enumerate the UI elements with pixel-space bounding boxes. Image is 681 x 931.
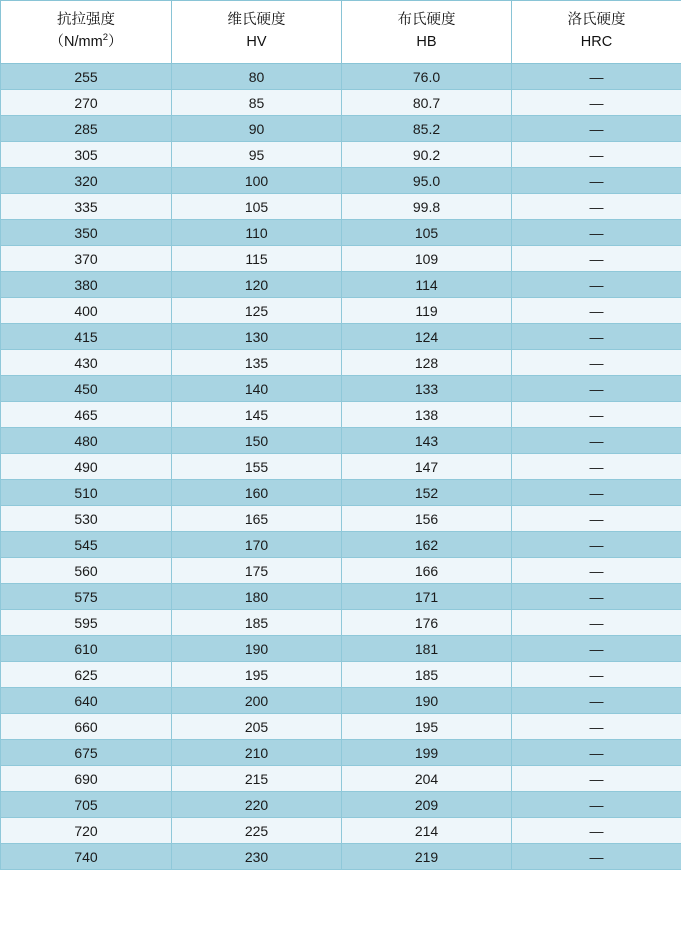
table-cell: — — [512, 532, 681, 558]
table-cell: 181 — [342, 636, 512, 662]
table-cell: 209 — [342, 792, 512, 818]
table-cell: 190 — [342, 688, 512, 714]
table-cell: 415 — [1, 324, 172, 350]
table-row — [1, 90, 681, 116]
table-row — [1, 636, 681, 662]
table-header — [1, 1, 681, 64]
table-cell: 370 — [1, 246, 172, 272]
column-header-line2: HRC — [580, 34, 613, 50]
table-cell: — — [512, 558, 681, 584]
table-row — [1, 220, 681, 246]
table-row — [1, 818, 681, 844]
table-row — [1, 376, 681, 402]
table-cell: 705 — [1, 792, 172, 818]
column-header-line1: 洛氏硬度 — [567, 11, 626, 28]
table-cell: 162 — [342, 532, 512, 558]
column-header-brinell — [342, 1, 512, 64]
table-cell: — — [512, 454, 681, 480]
column-header-tensile-strength — [1, 1, 172, 64]
table-row — [1, 324, 681, 350]
table-row — [1, 194, 681, 220]
table-row — [1, 844, 681, 870]
table-cell: 465 — [1, 402, 172, 428]
table-cell: 625 — [1, 662, 172, 688]
table-cell: 152 — [342, 480, 512, 506]
table-cell: 143 — [342, 428, 512, 454]
table-cell: 350 — [1, 220, 172, 246]
table-row — [1, 428, 681, 454]
table-row — [1, 480, 681, 506]
table-cell: 166 — [342, 558, 512, 584]
table-cell: 195 — [342, 714, 512, 740]
table-cell: 230 — [172, 844, 342, 870]
table-row — [1, 766, 681, 792]
table-cell: — — [512, 766, 681, 792]
table-cell: 205 — [172, 714, 342, 740]
table-cell: 76.0 — [342, 64, 512, 90]
table-row — [1, 506, 681, 532]
table-cell: 490 — [1, 454, 172, 480]
table-cell: 85 — [172, 90, 342, 116]
table-row — [1, 584, 681, 610]
table-cell: 305 — [1, 142, 172, 168]
table-cell: — — [512, 636, 681, 662]
table-cell: 170 — [172, 532, 342, 558]
table-cell: — — [512, 116, 681, 142]
table-cell: — — [512, 194, 681, 220]
table-row — [1, 116, 681, 142]
table-cell: 180 — [172, 584, 342, 610]
table-cell: 214 — [342, 818, 512, 844]
column-header-line1: 维氏硬度 — [227, 11, 286, 28]
table-cell: — — [512, 376, 681, 402]
table-cell: 114 — [342, 272, 512, 298]
table-row — [1, 350, 681, 376]
table-cell: — — [512, 350, 681, 376]
table-cell: 80.7 — [342, 90, 512, 116]
column-header-rockwell — [512, 1, 681, 64]
table-cell: 124 — [342, 324, 512, 350]
column-header-line2: HB — [416, 34, 437, 50]
table-cell: 109 — [342, 246, 512, 272]
table-cell: — — [512, 818, 681, 844]
table-row — [1, 298, 681, 324]
table-cell: 220 — [172, 792, 342, 818]
table-row — [1, 454, 681, 480]
table-cell: — — [512, 64, 681, 90]
table-cell: — — [512, 584, 681, 610]
column-header-vickers — [172, 1, 342, 64]
table-cell: 320 — [1, 168, 172, 194]
table-cell: — — [512, 792, 681, 818]
table-cell: 100 — [172, 168, 342, 194]
table-row — [1, 272, 681, 298]
table-row — [1, 740, 681, 766]
table-cell: 140 — [172, 376, 342, 402]
table-cell: — — [512, 506, 681, 532]
table-cell: — — [512, 168, 681, 194]
table-cell: 176 — [342, 610, 512, 636]
table-cell: 660 — [1, 714, 172, 740]
table-row — [1, 142, 681, 168]
table-cell: 255 — [1, 64, 172, 90]
table-row — [1, 792, 681, 818]
table-cell: — — [512, 480, 681, 506]
table-body — [1, 64, 681, 870]
table-row — [1, 532, 681, 558]
table-cell: 185 — [172, 610, 342, 636]
table-cell: 720 — [1, 818, 172, 844]
table-cell: — — [512, 844, 681, 870]
table-cell: 740 — [1, 844, 172, 870]
table-cell: 85.2 — [342, 116, 512, 142]
table-cell: 171 — [342, 584, 512, 610]
table-cell: 150 — [172, 428, 342, 454]
table-cell: 90.2 — [342, 142, 512, 168]
table-cell: 128 — [342, 350, 512, 376]
table-cell: 130 — [172, 324, 342, 350]
table-cell: 120 — [172, 272, 342, 298]
table-cell: 190 — [172, 636, 342, 662]
table-cell: 210 — [172, 740, 342, 766]
table-cell: 510 — [1, 480, 172, 506]
table-cell: — — [512, 298, 681, 324]
table-row — [1, 662, 681, 688]
table-row — [1, 558, 681, 584]
table-cell: 125 — [172, 298, 342, 324]
table-cell: — — [512, 610, 681, 636]
column-header-line2 — [5, 31, 167, 53]
table-cell: — — [512, 142, 681, 168]
table-cell: 545 — [1, 532, 172, 558]
table-cell: 430 — [1, 350, 172, 376]
table-cell: 135 — [172, 350, 342, 376]
table-cell: 575 — [1, 584, 172, 610]
table-cell: — — [512, 428, 681, 454]
table-row — [1, 246, 681, 272]
table-cell: 165 — [172, 506, 342, 532]
table-cell: — — [512, 246, 681, 272]
table-cell: — — [512, 220, 681, 246]
unit-suffix: ） — [107, 34, 123, 50]
table-cell: 530 — [1, 506, 172, 532]
table-cell: 560 — [1, 558, 172, 584]
table-cell: — — [512, 402, 681, 428]
table-row — [1, 168, 681, 194]
table-cell: 99.8 — [342, 194, 512, 220]
table-cell: 156 — [342, 506, 512, 532]
table-cell: 335 — [1, 194, 172, 220]
table-cell: — — [512, 662, 681, 688]
table-cell: 160 — [172, 480, 342, 506]
table-cell: 610 — [1, 636, 172, 662]
table-cell: 270 — [1, 90, 172, 116]
table-row — [1, 688, 681, 714]
table-cell: 675 — [1, 740, 172, 766]
table-row — [1, 714, 681, 740]
table-cell: 105 — [342, 220, 512, 246]
table-cell: 175 — [172, 558, 342, 584]
unit-exponent: 2 — [102, 32, 108, 44]
table-cell: 199 — [342, 740, 512, 766]
table-cell: — — [512, 688, 681, 714]
table-cell: — — [512, 90, 681, 116]
table-header-row — [1, 1, 681, 64]
table-cell: 95 — [172, 142, 342, 168]
table-cell: 80 — [172, 64, 342, 90]
table-cell: 138 — [342, 402, 512, 428]
table-cell: 219 — [342, 844, 512, 870]
table-cell: — — [512, 272, 681, 298]
table-cell: 285 — [1, 116, 172, 142]
table-row — [1, 64, 681, 90]
table-cell: — — [512, 714, 681, 740]
table-cell: 147 — [342, 454, 512, 480]
table-cell: 215 — [172, 766, 342, 792]
table-cell: 115 — [172, 246, 342, 272]
table-cell: 90 — [172, 116, 342, 142]
table-cell: — — [512, 740, 681, 766]
table-cell: 105 — [172, 194, 342, 220]
table-cell: 95.0 — [342, 168, 512, 194]
table-cell: 200 — [172, 688, 342, 714]
table-cell: 595 — [1, 610, 172, 636]
table-cell: 690 — [1, 766, 172, 792]
table-cell: 133 — [342, 376, 512, 402]
table-cell: 480 — [1, 428, 172, 454]
column-header-line1: 布氏硬度 — [397, 11, 456, 28]
table-cell: 155 — [172, 454, 342, 480]
table-cell: 450 — [1, 376, 172, 402]
table-row — [1, 610, 681, 636]
column-header-line1: 抗拉强度 — [57, 11, 115, 28]
table-cell: 380 — [1, 272, 172, 298]
table-cell: 110 — [172, 220, 342, 246]
table-row — [1, 402, 681, 428]
table-cell: 204 — [342, 766, 512, 792]
table-cell: 195 — [172, 662, 342, 688]
table-cell: 119 — [342, 298, 512, 324]
table-cell: 400 — [1, 298, 172, 324]
table-cell: 640 — [1, 688, 172, 714]
column-header-line2: HV — [246, 34, 267, 50]
unit-prefix: （N/mm — [49, 34, 103, 50]
table-cell: — — [512, 324, 681, 350]
table-cell: 225 — [172, 818, 342, 844]
table-cell: 145 — [172, 402, 342, 428]
table-cell: 185 — [342, 662, 512, 688]
